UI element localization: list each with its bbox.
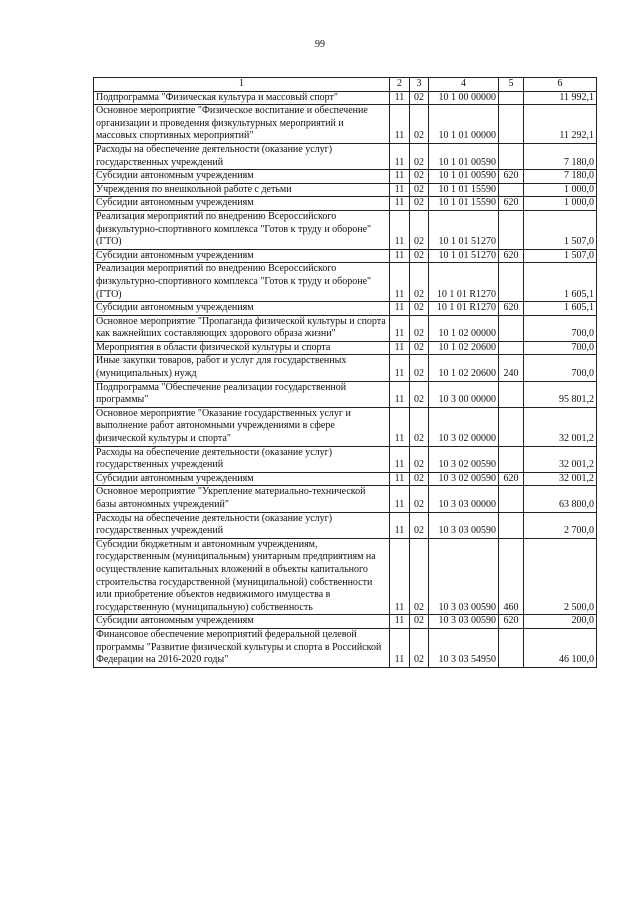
row-sum: 1 605,1 [524, 302, 597, 316]
row-name: Субсидии автономным учреждениям [94, 197, 390, 211]
row-subsection: 02 [410, 249, 429, 263]
row-sum: 200,0 [524, 615, 597, 629]
row-subsection: 02 [410, 486, 429, 512]
row-name: Основное мероприятие "Пропаганда физической культуры и спорта как важнейших составляющих здорового образа жизни" [94, 315, 390, 341]
row-sum: 1 000,0 [524, 197, 597, 211]
row-name: Основное мероприятие "Укрепление материально-технической базы автономных учреждений" [94, 486, 390, 512]
row-name: Основное мероприятие "Оказание государственных услуг и выполнение работ автономными учреждениями в сфере физической культуры и спорта" [94, 407, 390, 446]
table-row [94, 170, 597, 184]
table-row [94, 472, 597, 486]
row-target-article: 10 3 00 00000 [429, 381, 499, 407]
row-section: 11 [390, 197, 410, 211]
header-sum: 6 [524, 78, 597, 92]
row-subsection: 02 [410, 407, 429, 446]
header-expense-type: 5 [499, 78, 524, 92]
table-row [94, 538, 597, 615]
row-target-article: 10 3 03 00590 [429, 512, 499, 538]
row-expense-type [499, 512, 524, 538]
row-target-article: 10 1 01 51270 [429, 210, 499, 249]
row-name: Расходы на обеспечение деятельности (оказание услуг) государственных учреждений [94, 143, 390, 169]
row-section: 11 [390, 302, 410, 316]
row-subsection: 02 [410, 355, 429, 381]
row-section: 11 [390, 407, 410, 446]
table-row [94, 446, 597, 472]
row-target-article: 10 1 01 R1270 [429, 302, 499, 316]
row-expense-type [499, 183, 524, 197]
row-expense-type: 620 [499, 472, 524, 486]
row-subsection: 02 [410, 615, 429, 629]
row-sum: 95 801,2 [524, 381, 597, 407]
row-expense-type [499, 446, 524, 472]
row-expense-type: 620 [499, 302, 524, 316]
row-name: Реализация мероприятий по внедрению Всероссийского физкультурно-спортивного комплекса "Готов к труду и обороне" (ГТО) [94, 263, 390, 302]
row-section: 11 [390, 512, 410, 538]
row-target-article: 10 1 02 20600 [429, 355, 499, 381]
row-name: Субсидии бюджетным и автономным учреждениям, государственным (муниципальным) унитарным предприятиям на осуществление капитальных вложений в объекты капитального строительства государственной (муниципальной) собственности или приобретение объектов недвижимого имущества в государственную (муниципальную) собственность [94, 538, 390, 615]
row-section: 11 [390, 315, 410, 341]
row-subsection: 02 [410, 302, 429, 316]
row-expense-type [499, 105, 524, 144]
row-subsection: 02 [410, 210, 429, 249]
row-sum: 700,0 [524, 315, 597, 341]
row-subsection: 02 [410, 381, 429, 407]
page-number: 99 [315, 39, 325, 50]
row-target-article: 10 1 01 00590 [429, 170, 499, 184]
row-sum: 7 180,0 [524, 143, 597, 169]
row-target-article: 10 3 03 54950 [429, 628, 499, 667]
row-name: Основное мероприятие "Физическое воспитание и обеспечение организации и проведения физкультурных мероприятий и массовых спортивных мероприятий" [94, 105, 390, 144]
row-target-article: 10 3 03 00590 [429, 538, 499, 615]
row-sum: 11 992,1 [524, 91, 597, 105]
row-section: 11 [390, 263, 410, 302]
row-expense-type [499, 143, 524, 169]
row-subsection: 02 [410, 263, 429, 302]
row-sum: 700,0 [524, 355, 597, 381]
table-row [94, 512, 597, 538]
row-sum: 700,0 [524, 341, 597, 355]
row-name: Субсидии автономным учреждениям [94, 170, 390, 184]
table-row [94, 105, 597, 144]
table-row [94, 315, 597, 341]
row-expense-type [499, 341, 524, 355]
row-subsection: 02 [410, 512, 429, 538]
row-expense-type: 240 [499, 355, 524, 381]
row-name: Субсидии автономным учреждениям [94, 302, 390, 316]
row-expense-type: 620 [499, 170, 524, 184]
row-target-article: 10 1 01 15590 [429, 197, 499, 211]
row-section: 11 [390, 183, 410, 197]
row-section: 11 [390, 341, 410, 355]
row-subsection: 02 [410, 341, 429, 355]
row-expense-type: 620 [499, 249, 524, 263]
row-sum: 1 507,0 [524, 249, 597, 263]
row-sum: 1 605,1 [524, 263, 597, 302]
row-sum: 63 800,0 [524, 486, 597, 512]
row-name: Субсидии автономным учреждениям [94, 615, 390, 629]
table-row [94, 486, 597, 512]
budget-table [93, 77, 597, 668]
row-subsection: 02 [410, 538, 429, 615]
row-section: 11 [390, 355, 410, 381]
row-section: 11 [390, 615, 410, 629]
row-target-article: 10 1 02 00000 [429, 315, 499, 341]
row-subsection: 02 [410, 143, 429, 169]
header-subsection: 3 [410, 78, 429, 92]
row-expense-type [499, 210, 524, 249]
row-name: Реализация мероприятий по внедрению Всероссийского физкультурно-спортивного комплекса "Готов к труду и обороне" (ГТО) [94, 210, 390, 249]
table-row [94, 210, 597, 249]
table-row [94, 407, 597, 446]
row-name: Расходы на обеспечение деятельности (оказание услуг) государственных учреждений [94, 446, 390, 472]
row-section: 11 [390, 486, 410, 512]
row-subsection: 02 [410, 105, 429, 144]
row-target-article: 10 1 00 00000 [429, 91, 499, 105]
header-target-article: 4 [429, 78, 499, 92]
row-target-article: 10 1 01 15590 [429, 183, 499, 197]
row-section: 11 [390, 628, 410, 667]
table-row [94, 341, 597, 355]
row-sum: 32 001,2 [524, 407, 597, 446]
table-row [94, 615, 597, 629]
row-target-article: 10 3 03 00590 [429, 615, 499, 629]
table-row [94, 381, 597, 407]
row-section: 11 [390, 381, 410, 407]
row-subsection: 02 [410, 197, 429, 211]
row-sum: 32 001,2 [524, 472, 597, 486]
row-name: Подпрограмма "Физическая культура и массовый спорт" [94, 91, 390, 105]
row-target-article: 10 3 03 00000 [429, 486, 499, 512]
row-expense-type [499, 263, 524, 302]
row-section: 11 [390, 249, 410, 263]
row-sum: 1 507,0 [524, 210, 597, 249]
table-row [94, 183, 597, 197]
row-expense-type [499, 486, 524, 512]
row-subsection: 02 [410, 183, 429, 197]
row-sum: 1 000,0 [524, 183, 597, 197]
row-name: Субсидии автономным учреждениям [94, 249, 390, 263]
row-target-article: 10 3 02 00590 [429, 472, 499, 486]
table-header-row [94, 78, 597, 92]
row-target-article: 10 1 01 00000 [429, 105, 499, 144]
row-expense-type: 620 [499, 197, 524, 211]
row-target-article: 10 1 02 20600 [429, 341, 499, 355]
row-subsection: 02 [410, 170, 429, 184]
row-name: Мероприятия в области физической культуры и спорта [94, 341, 390, 355]
row-target-article: 10 3 02 00590 [429, 446, 499, 472]
row-section: 11 [390, 143, 410, 169]
row-subsection: 02 [410, 315, 429, 341]
row-target-article: 10 1 01 00590 [429, 143, 499, 169]
row-name: Субсидии автономным учреждениям [94, 472, 390, 486]
table-row [94, 143, 597, 169]
table-row [94, 249, 597, 263]
row-section: 11 [390, 105, 410, 144]
table-row [94, 302, 597, 316]
row-subsection: 02 [410, 472, 429, 486]
table-row [94, 355, 597, 381]
table-row [94, 628, 597, 667]
row-section: 11 [390, 538, 410, 615]
row-expense-type [499, 381, 524, 407]
row-expense-type [499, 407, 524, 446]
row-expense-type [499, 628, 524, 667]
row-name: Иные закупки товаров, работ и услуг для государственных (муниципальных) нужд [94, 355, 390, 381]
row-sum: 11 292,1 [524, 105, 597, 144]
row-target-article: 10 3 02 00000 [429, 407, 499, 446]
header-name: 1 [94, 78, 390, 92]
row-section: 11 [390, 446, 410, 472]
row-name: Подпрограмма "Обеспечение реализации государственной программы" [94, 381, 390, 407]
row-expense-type [499, 91, 524, 105]
row-sum: 46 100,0 [524, 628, 597, 667]
table-row [94, 263, 597, 302]
row-sum: 2 500,0 [524, 538, 597, 615]
row-expense-type: 460 [499, 538, 524, 615]
row-name: Финансовое обеспечение мероприятий федеральной целевой программы "Развитие физической культуры и спорта в Российской Федерации на 2016-2020 годы" [94, 628, 390, 667]
row-section: 11 [390, 472, 410, 486]
row-section: 11 [390, 91, 410, 105]
row-section: 11 [390, 210, 410, 249]
row-sum: 2 700,0 [524, 512, 597, 538]
row-subsection: 02 [410, 91, 429, 105]
row-expense-type [499, 315, 524, 341]
table-row [94, 197, 597, 211]
row-name: Расходы на обеспечение деятельности (оказание услуг) государственных учреждений [94, 512, 390, 538]
row-expense-type: 620 [499, 615, 524, 629]
row-target-article: 10 1 01 51270 [429, 249, 499, 263]
row-subsection: 02 [410, 446, 429, 472]
row-sum: 32 001,2 [524, 446, 597, 472]
row-name: Учреждения по внешкольной работе с детьми [94, 183, 390, 197]
row-target-article: 10 1 01 R1270 [429, 263, 499, 302]
table-row [94, 91, 597, 105]
row-subsection: 02 [410, 628, 429, 667]
row-sum: 7 180,0 [524, 170, 597, 184]
row-section: 11 [390, 170, 410, 184]
header-section: 2 [390, 78, 410, 92]
